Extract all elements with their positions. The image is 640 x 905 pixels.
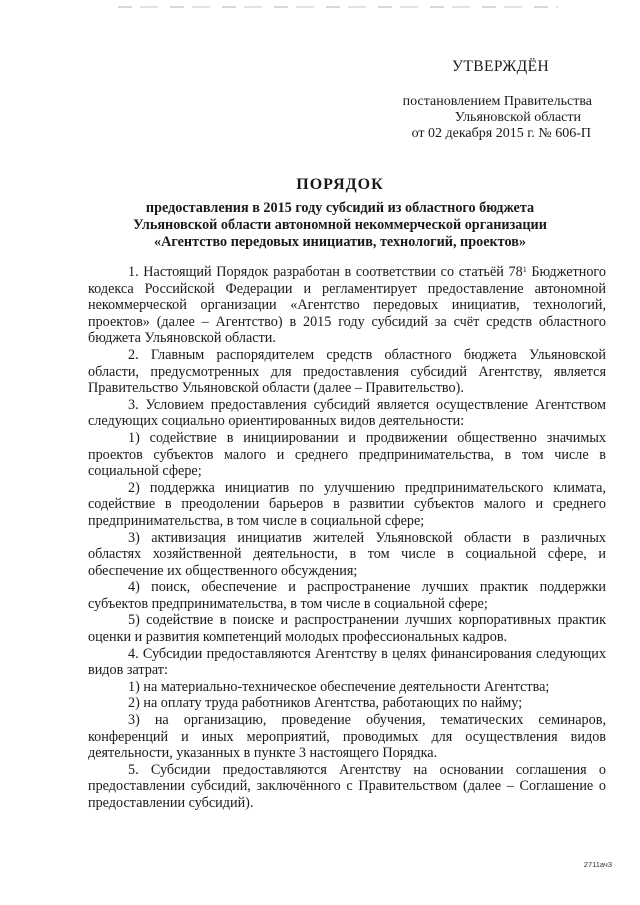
- paragraph-2: 2. Главным распорядителем средств областного бюджета Ульяновской области, предусмотренных для предоставления субсидий Агентству, является Правительство Ульяновской области (далее – Правительство).: [88, 346, 606, 397]
- paragraph-1: [88, 264, 606, 347]
- document-title: [60, 176, 620, 251]
- title-sub-line-3: «Агентство передовых инициатив, технологий, проектов»: [154, 234, 526, 250]
- approval-date-line: от 02 декабря 2015 г. № 606-П: [411, 126, 591, 141]
- paragraph-3-item-5: 5) содействие в поиске и распространении лучших корпоративных практик оценки и развития компетенций молодых профессиональных кадров.: [88, 612, 606, 646]
- paragraph-3-item-3: 3) активизация инициатив жителей Ульяновской области в различных областях хозяйственной деятельности, в том числе в социальной сфере, и обеспечение их общественного обсуждения;: [88, 529, 606, 579]
- paragraph-4-item-1: 1) на материально-техническое обеспечение деятельности Агентства;: [128, 678, 550, 695]
- paragraph-4-item-3: 3) на организацию, проведение обучения, тематических семинаров, конференций и иных мероприятий, проводимых для осуществления видов деятельности, указанных в пункте 3 настоящего Порядка.: [88, 712, 606, 762]
- approval-resolution-line: постановлением Правительства: [402, 94, 592, 109]
- paragraph-3-item-2: 2) поддержка инициатив по улучшению предпринимательского климата, содействие в преодолении барьеров в развитии субъектов малого и среднего предпринимательства, в том числе в социальной сфере;: [88, 479, 606, 529]
- title-main: ПОРЯДОК: [296, 176, 384, 193]
- paragraph-4-item-2: 2) на оплату труда работников Агентства, работающих по найму;: [128, 695, 523, 712]
- paragraph-3-item-1: 1) содействие в инициировании и продвижении общественно значимых проектов субъектов малого и среднего предпринимательства, в том числе в социальной сфере;: [88, 429, 606, 480]
- title-sub-line-1: предоставления в 2015 году субсидий из областного бюджета: [145, 200, 535, 216]
- approval-region-line: Ульяновской области: [454, 110, 581, 125]
- paragraph-1-superscript: 1: [522, 265, 527, 274]
- scan-artifact-line: [118, 6, 558, 8]
- document-code: 2711ач3: [583, 860, 612, 869]
- paragraph-3-item-4: 4) поиск, обеспечение и распространение лучших практик поддержки субъектов предпринимательства, в том числе в социальной сфере;: [88, 579, 606, 612]
- paragraph-1-rest: Бюджетного кодекса Российской Федерации и регламентирует предоставление автономной некоммерческой организации «Агентство передовых инициатив, технологий, проектов» (далее – Агентство) в 2015 году субсидий за счёт средств областного бюджета Ульяновской области.: [88, 264, 606, 347]
- title-sub-line-2: Ульяновской области автономной некоммерческой организации: [133, 217, 547, 233]
- approved-heading: УТВЕРЖДЁН: [452, 58, 550, 75]
- paragraph-5: 5. Субсидии предоставляются Агентству на основании соглашения о предоставлении субсидий, заключённого с Правительством (далее – Соглашение о предоставлении субсидий).: [88, 761, 606, 811]
- document-body: [88, 264, 606, 812]
- paragraph-1-start: 1. Настоящий Порядок разработан в соответствии со статьёй 78: [128, 264, 523, 280]
- paragraph-4: 4. Субсидии предоставляются Агентству в целях финансирования следующих видов затрат:: [88, 645, 606, 679]
- paragraph-3: 3. Условием предоставления субсидий является осуществление Агентством следующих социально ориентированных видов деятельности:: [88, 396, 606, 430]
